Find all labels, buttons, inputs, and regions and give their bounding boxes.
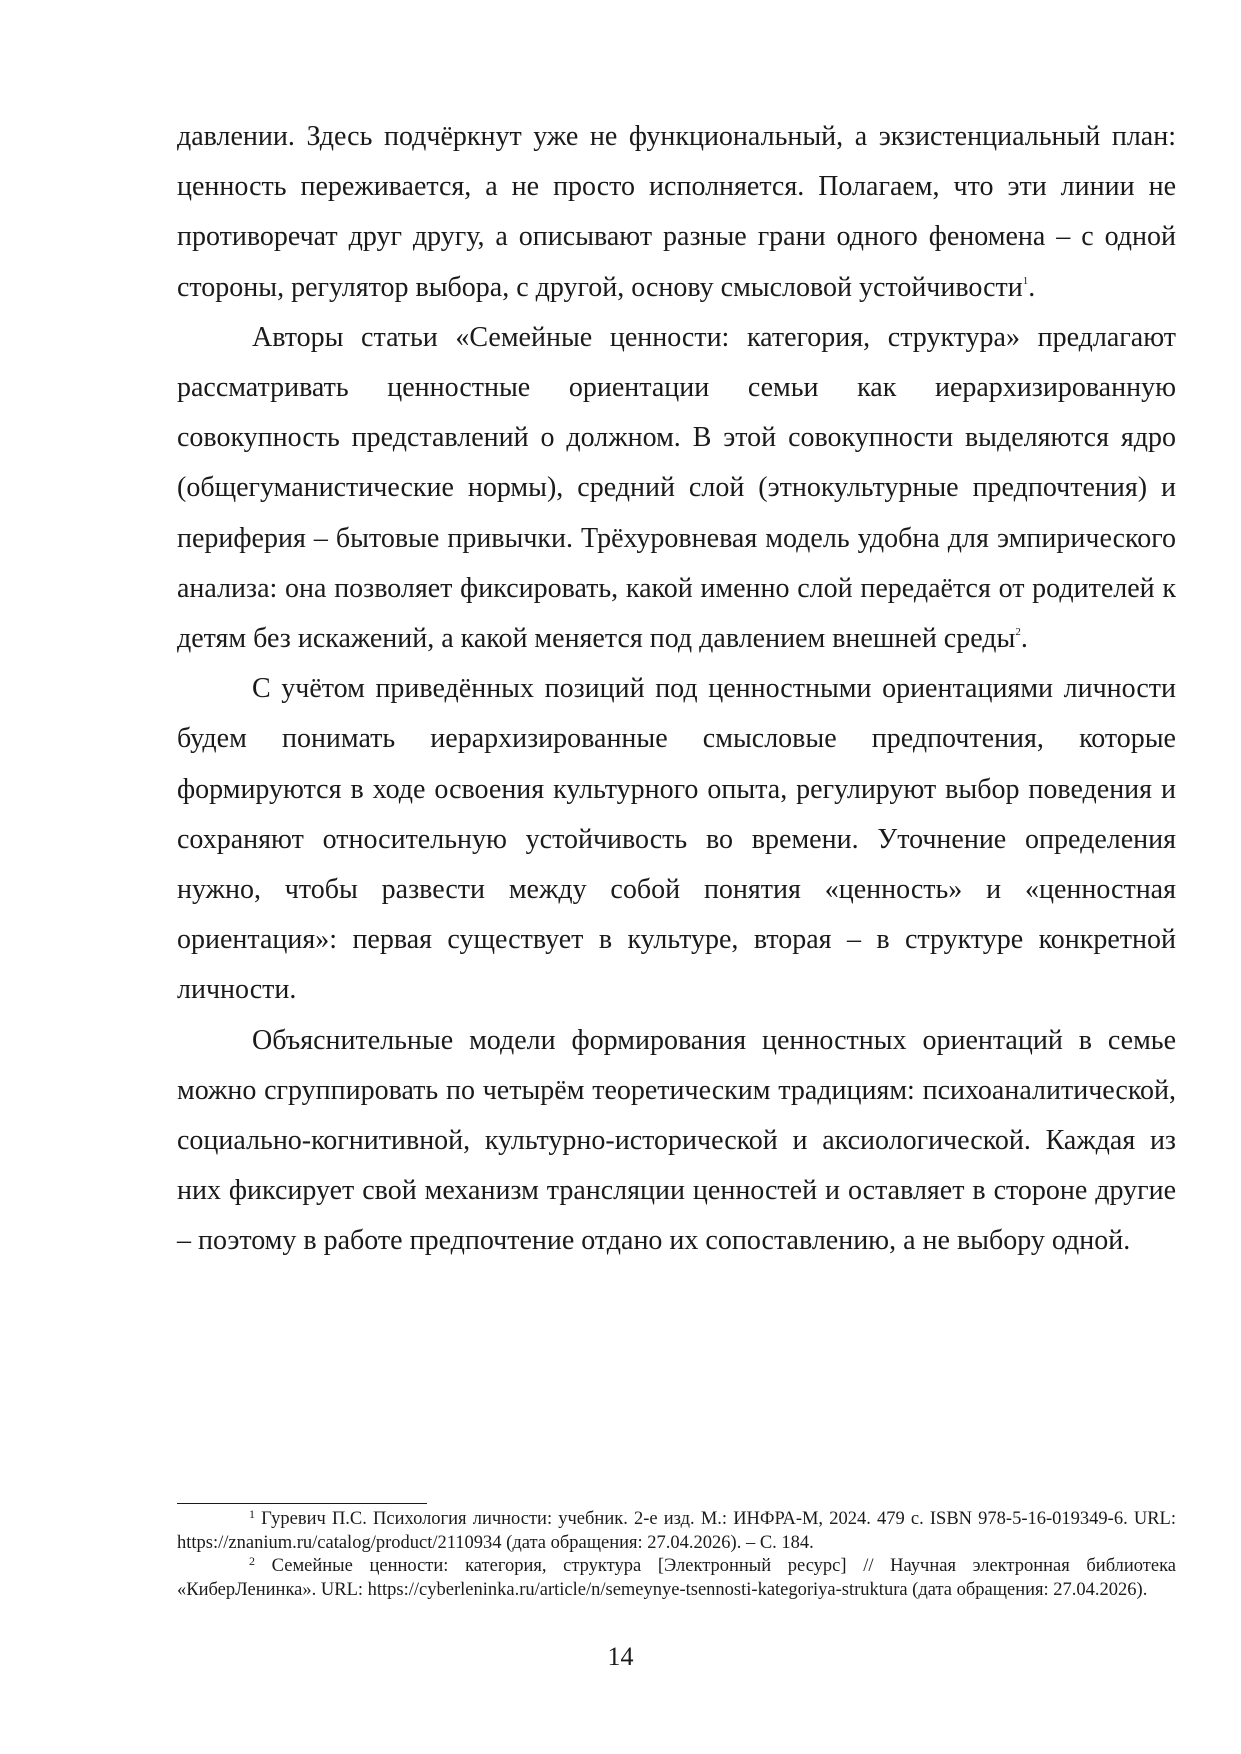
paragraph-2-text: Авторы статьи «Семейные ценности: категория, структура» предлагают рассматривать ценностные ориентации семьи как иерархизированную совокупность представлений о должном. В этой совокупности выделяются ядро (общегуманистические нормы), средний слой (этнокультурные предпочтения) и периферия – бытовые привычки. Трёхуровневая модель удобна для эмпирического анализа: она позволяет фиксировать, какой именно слой передаётся от родителей к детям без искажений, а какой меняется под давлением внешней среды bbox=[177, 321, 1176, 655]
paragraph-2 bbox=[177, 313, 1176, 664]
paragraph-1-tail: . bbox=[1028, 271, 1036, 303]
footnote-1-text: Гуревич П.С. Психология личности: учебник. 2-е изд. М.: ИНФРА-М, 2024. 479 с. ISBN 978-5-16-019349-6. URL: https://znanium.ru/catalog/product/2110934 (дата обращения: 27.04.2026). – С. 184. bbox=[177, 1509, 1176, 1553]
footnote-1-number: 1 bbox=[249, 1507, 255, 1521]
footnote-ref-2: 2 bbox=[1015, 626, 1021, 639]
footnote-2-text: Семейные ценности: категория, структура [Электронный ресурс] // Научная электронная библиотека «КиберЛенинка». URL: https://cyberleninka.ru/article/n/semeynye-tsennosti-kategoriya-struktura (дата обращения: 27.04.2026). bbox=[177, 1556, 1177, 1600]
footnote-2 bbox=[177, 1555, 1176, 1602]
paragraph-4 bbox=[177, 1016, 1176, 1267]
footnote-1 bbox=[177, 1508, 1176, 1555]
paragraph-3 bbox=[177, 664, 1176, 1015]
paragraph-4-text: Объяснительные модели формирования ценностных ориентаций в семье можно сгруппировать по четырём теоретическим традициям: психоаналитической, социально-когнитивной, культурно-исторической и аксиологической. Каждая из них фиксирует свой механизм трансляции ценностей и оставляет в стороне другие – поэтому в работе предпочтение отдано их сопоставлению, а не выбору одной. bbox=[177, 1024, 1176, 1257]
footnote-2-number: 2 bbox=[249, 1554, 255, 1568]
page-number: 14 bbox=[607, 1642, 634, 1671]
paragraph-3-text: С учётом приведённых позиций под ценностными ориентациями личности будем понимать иерархизированные смысловые предпочтения, которые формируются в ходе освоения культурного опыта, регулируют выбор поведения и сохраняют относительную устойчивость во времени. Уточнение определения нужно, чтобы развести между собой понятия «ценность» и «ценностная ориентация»: первая существует в культуре, вторая – в структуре конкретной личности. bbox=[177, 673, 1176, 1006]
paragraph-1 bbox=[177, 112, 1176, 313]
footnotes bbox=[177, 1508, 1176, 1602]
paragraph-1-text: давлении. Здесь подчёркнут уже не функциональный, а экзистенциальный план: ценность переживается, а не просто исполняется. Полагаем, что эти линии не противоречат друг другу, а описывают разные грани одного феномена – с одной стороны, регулятор выбора, с другой, основу смысловой устойчивости bbox=[177, 121, 1176, 303]
footnote-ref-1: 1 bbox=[1022, 274, 1029, 287]
paragraph-2-tail: . bbox=[1020, 623, 1028, 655]
body-text bbox=[177, 112, 1176, 1267]
footnote-separator bbox=[177, 1503, 427, 1504]
